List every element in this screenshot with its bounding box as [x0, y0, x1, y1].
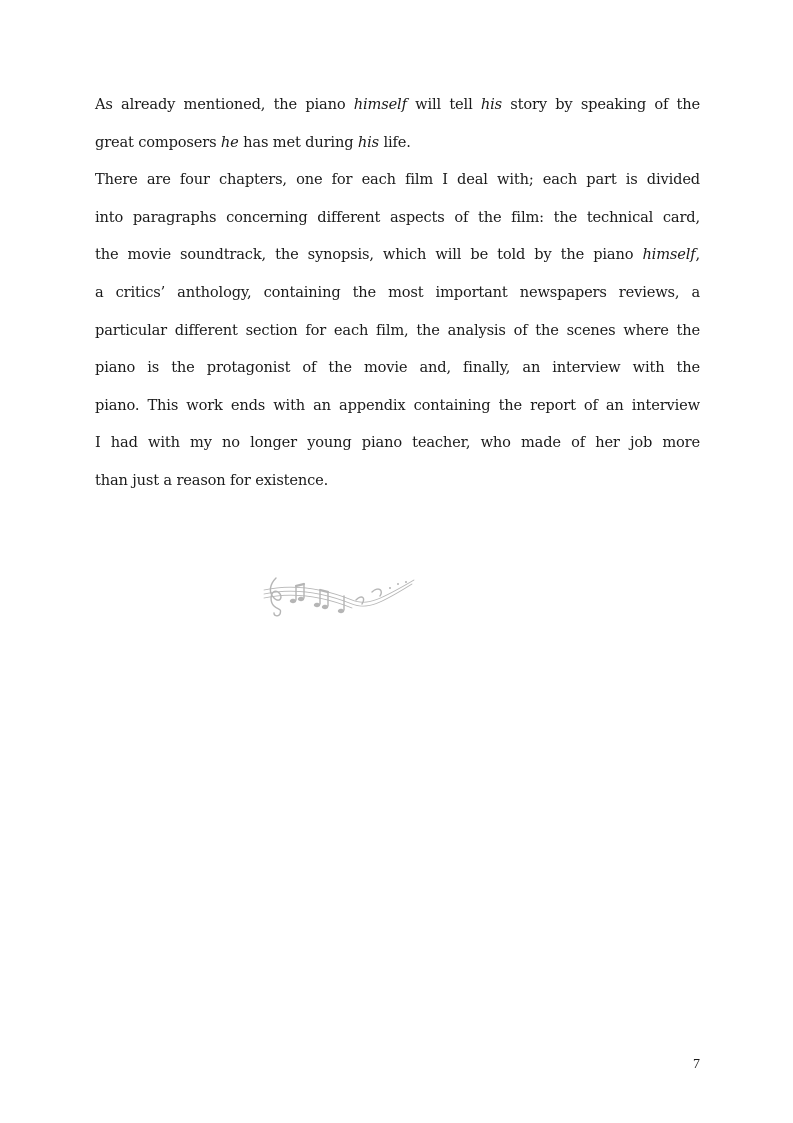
text-run: story by speaking of the	[502, 96, 700, 113]
italic-run: himself	[642, 246, 696, 264]
italic-run: his	[480, 96, 502, 113]
text-run: will tell	[406, 96, 481, 113]
text-run: ,	[695, 246, 700, 264]
paragraph-2-line-3	[95, 240, 700, 278]
body-text	[95, 90, 700, 504]
text-run: As already mentioned, the piano	[95, 96, 354, 113]
text-run: has met during	[238, 133, 358, 151]
paragraph-2-line-8: I had with my no longer young piano teacher, who made of her job more	[95, 434, 700, 452]
paragraph-2-line-6: piano is the protagonist of the movie and, finally, an interview with the	[95, 359, 700, 377]
music-notes-flourish-icon	[262, 574, 416, 618]
text-run: the movie soundtrack, the synopsis, which will be told by the piano	[95, 246, 643, 264]
italic-run: his	[357, 133, 379, 151]
paragraph-2-line-7: piano. This work ends with an appendix containing the report of an interview	[95, 396, 700, 414]
text-run: great composers	[95, 133, 221, 151]
text-run: life.	[379, 133, 411, 151]
paragraph-2-line-5: particular different section for each film, the analysis of the scenes where the	[95, 321, 700, 339]
paragraph-1-line-2	[95, 128, 700, 166]
paragraph-2-line-4: a critics’ anthology, containing the most important newspapers reviews, a	[95, 283, 700, 301]
italic-run: himself	[353, 96, 407, 113]
paragraph-2-line-2: into paragraphs concerning different aspects of the film: the technical card,	[95, 208, 700, 226]
page-number: 7	[693, 1057, 700, 1072]
paragraph-2-line-1: There are four chapters, one for each film I deal with; each part is divided	[95, 171, 700, 189]
italic-run: he	[220, 133, 239, 151]
paragraph-1-line-1	[95, 90, 700, 128]
paragraph-2-line-9: than just a reason for existence.	[95, 471, 329, 489]
